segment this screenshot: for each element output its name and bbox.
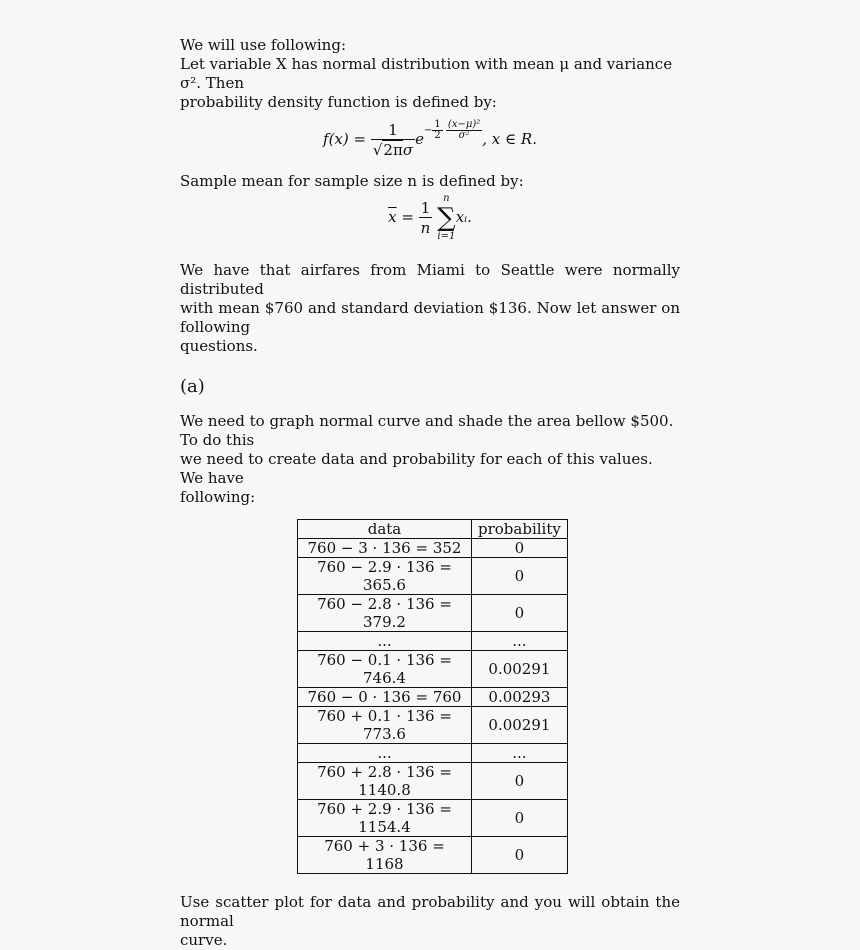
sum-lower: i=1 xyxy=(437,231,456,242)
pdf-exp-half-num: 1 xyxy=(434,119,441,130)
mean-equals: = xyxy=(401,208,414,226)
problem-line-3: questions. xyxy=(180,337,258,355)
data-cell: 760 + 3 · 136 = 1168 xyxy=(298,837,472,874)
sample-mean-text: Sample mean for sample size n is defined by: xyxy=(180,172,524,190)
pdf-frac-num: 1 xyxy=(371,121,415,140)
header-probability: probability xyxy=(472,520,568,539)
header-data: data xyxy=(298,520,472,539)
data-cell: 760 − 2.8 · 136 = 379.2 xyxy=(298,595,472,632)
mean-frac-den: n xyxy=(420,218,431,237)
data-cell: 760 + 2.8 · 136 = 1140.8 xyxy=(298,763,472,800)
data-cell: ... xyxy=(298,632,472,651)
data-cell: ... xyxy=(298,744,472,763)
data-cell: 760 − 0 · 136 = 760 xyxy=(298,688,472,707)
data-cell: 760 + 2.9 · 136 = 1154.4 xyxy=(298,800,472,837)
table-row xyxy=(298,632,568,651)
document-page xyxy=(180,36,680,950)
table-row xyxy=(298,558,568,595)
probability-cell: 0 xyxy=(472,763,568,800)
pdf-fraction xyxy=(371,121,415,160)
problem-paragraph xyxy=(180,261,680,356)
conclusion-line-2: curve. xyxy=(180,931,228,949)
pdf-formula xyxy=(180,114,680,172)
data-probability-table xyxy=(297,519,568,874)
part-a-line-3: following: xyxy=(180,488,256,506)
probability-cell: 0 xyxy=(472,800,568,837)
pdf-exp-num: (x−μ)² xyxy=(447,119,481,130)
intro-line-1: We will use following: xyxy=(180,36,347,54)
intro-line-3: probability density function is defined by: xyxy=(180,93,497,111)
data-cell: 760 + 0.1 · 136 = 773.6 xyxy=(298,707,472,744)
conclusion-line-1: Use scatter plot for data and probability and you will obtain the normal xyxy=(180,893,680,930)
probability-cell: 0.00291 xyxy=(472,707,568,744)
part-a-line-2: we need to create data and probability for each of this values. We have xyxy=(180,450,653,487)
probability-cell: 0 xyxy=(472,539,568,558)
mean-term: xᵢ. xyxy=(455,208,472,226)
part-a-paragraph xyxy=(180,412,680,507)
table-header-row xyxy=(298,520,568,539)
intro-paragraph xyxy=(180,36,680,112)
pdf-exp-sign: − xyxy=(423,125,433,136)
pdf-lhs: f(x) = xyxy=(323,130,367,148)
conclusion-paragraph xyxy=(180,893,680,950)
intro-line-2: Let variable X has normal distribution with mean μ and variance σ². Then xyxy=(180,55,673,92)
data-cell: 760 − 2.9 · 136 = 365.6 xyxy=(298,558,472,595)
problem-line-2: with mean $760 and standard deviation $136. Now let answer on following xyxy=(180,299,680,336)
data-cell: 760 − 0.1 · 136 = 746.4 xyxy=(298,651,472,688)
data-cell: 760 − 3 · 136 = 352 xyxy=(298,539,472,558)
mean-frac-num: 1 xyxy=(419,199,433,218)
table-row xyxy=(298,800,568,837)
sum-operator xyxy=(437,193,456,243)
probability-cell: 0.00293 xyxy=(472,688,568,707)
table-row xyxy=(298,707,568,744)
part-a-heading: (a) xyxy=(180,376,205,397)
part-a-line-1: We need to graph normal curve and shade the area bellow $500. To do this xyxy=(180,412,674,449)
probability-cell: 0 xyxy=(472,558,568,595)
pdf-exponent xyxy=(423,119,482,141)
table-row xyxy=(298,595,568,632)
pdf-frac-den: √2πσ xyxy=(372,140,414,159)
sum-upper: n xyxy=(443,193,450,204)
pdf-exp-frac xyxy=(446,120,482,141)
pdf-exp-half xyxy=(432,120,442,141)
mean-lhs: $\overline{x}$ xyxy=(388,208,397,226)
probability-cell: ... xyxy=(472,632,568,651)
sum-symbol: ∑ xyxy=(437,203,456,233)
pdf-sigma: σ xyxy=(402,140,414,159)
probability-cell: 0 xyxy=(472,595,568,632)
table-row xyxy=(298,688,568,707)
table-row xyxy=(298,763,568,800)
probability-cell: 0.00291 xyxy=(472,651,568,688)
problem-line-1: We have that airfares from Miami to Seattle were normally distributed xyxy=(180,261,680,298)
pdf-tail: , x ∈ R. xyxy=(482,130,537,148)
table-row xyxy=(298,837,568,874)
table-row xyxy=(298,539,568,558)
pdf-base: e xyxy=(415,130,424,148)
mean-fraction xyxy=(419,199,433,238)
probability-cell: 0 xyxy=(472,837,568,874)
pdf-sqrt-arg: 2π xyxy=(383,140,403,159)
pdf-exp-den: σ² xyxy=(458,130,470,141)
mean-formula xyxy=(180,193,680,251)
table-row xyxy=(298,744,568,763)
pdf-exp-half-den: 2 xyxy=(434,130,441,141)
table-row xyxy=(298,651,568,688)
probability-cell: ... xyxy=(472,744,568,763)
